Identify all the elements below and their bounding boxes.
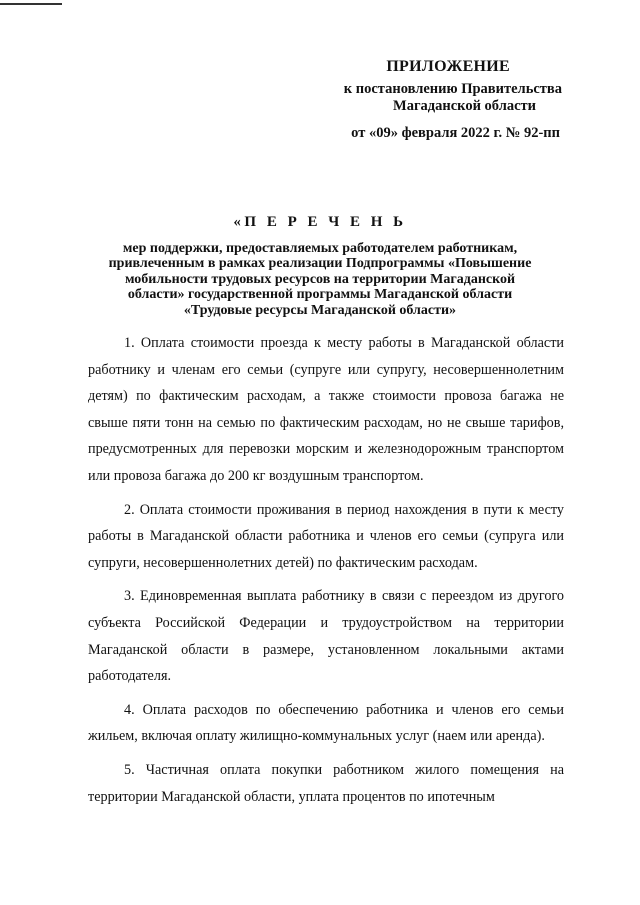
appendix-date-number-line: от «09» февраля 2022 г. № 92-пп [351,125,560,141]
measure-item-3: 3. Единовременная выплата работнику в связи с переездом из другого субъекта Российской Федерации и трудоустройством на территории Магаданской области в размере, установленном локальными актами работодателя. [88,588,564,685]
list-title: «П Е Р Е Ч Е Н Ь [233,214,407,230]
appendix-resolution-line: к постановлению Правительства [343,81,562,97]
top-edge-rule [0,3,62,5]
document-heading [80,215,560,318]
measure-item-2: 2. Оплата стоимости проживания в период нахождения в пути к месту работы в Магаданской области работника и членов его семьи (супруга или супруги, несовершеннолетних детей) по фактическим расходам. [88,501,564,571]
measure-item-1: 1. Оплата стоимости проезда к месту работы в Магаданской области работнику и членам его семьи (супруге или супругу, несовершеннолетним детям) по фактическим расходам, а также стоимости провоза багажа не свыше пяти тонн на семью по фактическим расходам, но не свыше тарифов, предусмотренных для перевозки морским и железнодорожным транспортом или провоза багажа до 200 кг воздушным транспортом. [88,335,564,484]
measures-list [88,330,564,817]
measure-item-5: 5. Частичная оплата покупки работником жилого помещения на территории Магаданской области, уплата процентов по ипотечным [88,761,564,805]
measure-item-4: 4. Оплата расходов по обеспечению работника и членов его семьи жильем, включая оплату жилищно-коммунальных услуг (наем или аренда). [88,701,564,745]
appendix-title: ПРИЛОЖЕНИЕ [386,58,510,75]
heading-subtitle-line: привлеченным в рамках реализации Подпрограммы «Повышение [108,256,532,271]
heading-subtitle-line: области» государственной программы Магаданской области [127,287,513,302]
heading-subtitle-line: мер поддержки, предоставляемых работодателем работникам, [122,240,518,256]
heading-subtitle-line: мобильности трудовых ресурсов на территории Магаданской [124,271,516,287]
appendix-region-line: Магаданской области [393,98,536,114]
appendix-block [262,58,562,142]
heading-subtitle-line: «Трудовые ресурсы Магаданской области» [183,302,457,318]
